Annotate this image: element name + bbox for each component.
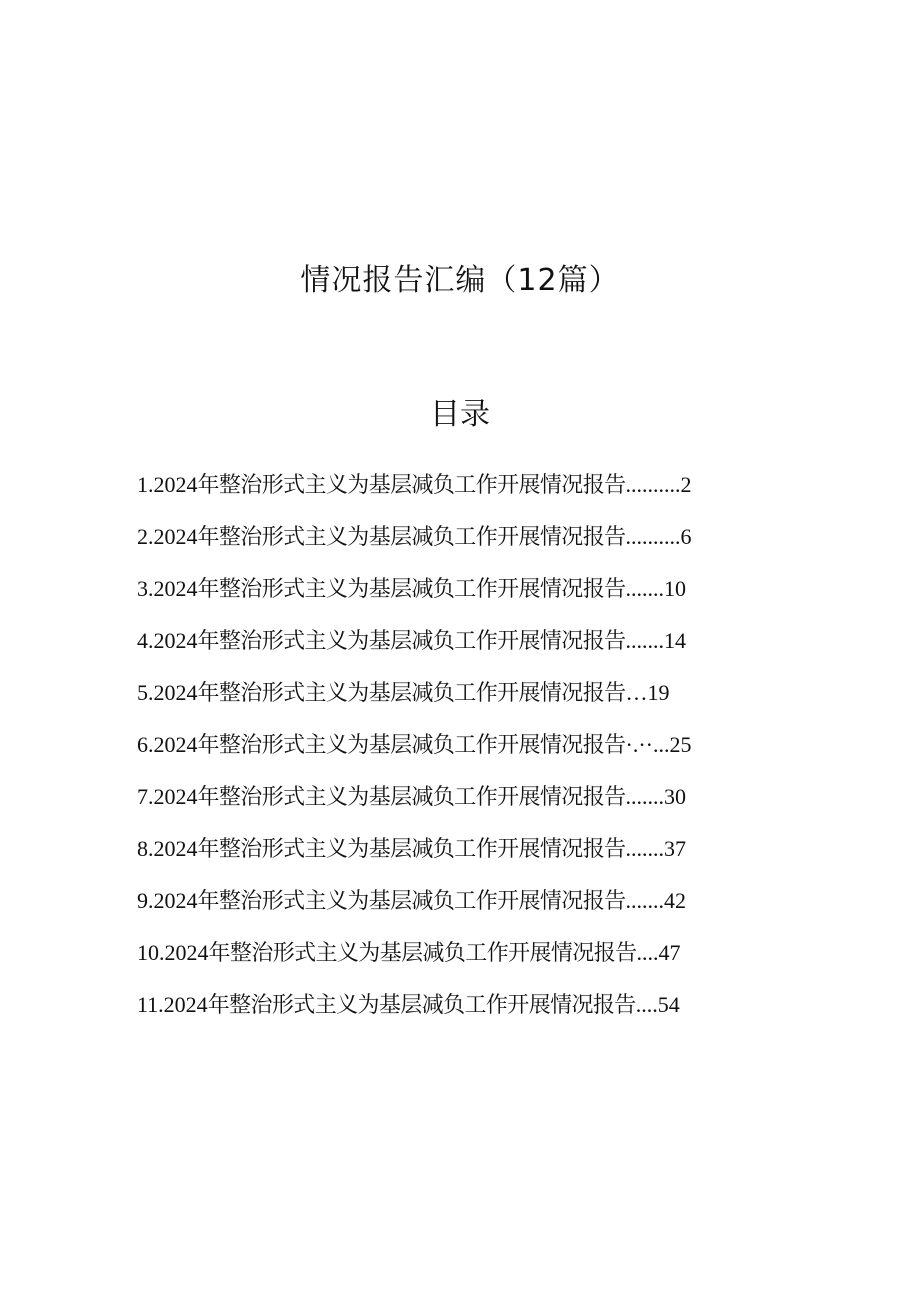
toc-entry-title: 年整治形式主义为基层减负工作开展情况报告 — [208, 941, 637, 966]
toc-entry-title: 年整治形式主义为基层减负工作开展情况报告 — [197, 785, 626, 810]
toc-entry-number: 9.2024 — [137, 888, 198, 913]
toc-list — [137, 466, 837, 1038]
toc-entry-10[interactable] — [137, 934, 837, 986]
toc-entry-6[interactable] — [137, 726, 837, 778]
toc-entry-1[interactable] — [137, 466, 837, 518]
toc-entry-number: 4.2024 — [137, 628, 198, 653]
toc-entry-page: 54 — [657, 992, 680, 1017]
toc-entry-title: 年整治形式主义为基层减负工作开展情况报告 — [197, 889, 626, 914]
toc-entry-leader: ....... — [625, 576, 665, 601]
toc-entry-3[interactable] — [137, 570, 837, 622]
toc-entry-11[interactable] — [137, 986, 837, 1038]
toc-entry-number: 11.2024 — [137, 992, 208, 1017]
toc-entry-leader: .... — [635, 992, 658, 1017]
toc-entry-page: 19 — [647, 680, 670, 705]
toc-entry-page: 30 — [664, 784, 687, 809]
toc-entry-title: 年整治形式主义为基层减负工作开展情况报告 — [197, 525, 626, 550]
toc-entry-leader: ....... — [625, 628, 665, 653]
toc-entry-8[interactable] — [137, 830, 837, 882]
toc-entry-4[interactable] — [137, 622, 837, 674]
toc-entry-number: 1.2024 — [137, 472, 198, 497]
toc-entry-title: 年整治形式主义为基层减负工作开展情况报告 — [197, 629, 626, 654]
toc-entry-number: 7.2024 — [137, 784, 198, 809]
toc-entry-9[interactable] — [137, 882, 837, 934]
toc-entry-2[interactable] — [137, 518, 837, 570]
toc-entry-5[interactable] — [137, 674, 837, 726]
toc-entry-leader: ....... — [625, 784, 665, 809]
toc-entry-title: 年整治形式主义为基层减负工作开展情况报告 — [197, 837, 626, 862]
toc-heading: 目录 — [430, 397, 490, 432]
toc-entry-leader: .... — [636, 940, 659, 965]
toc-entry-title: 年整治形式主义为基层减负工作开展情况报告 — [197, 473, 626, 498]
toc-entry-page: 25 — [669, 732, 692, 757]
toc-entry-page: 2 — [680, 472, 692, 497]
toc-entry-leader: ....... — [625, 836, 665, 861]
toc-entry-number: 5.2024 — [137, 680, 198, 705]
toc-entry-number: 3.2024 — [137, 576, 198, 601]
toc-entry-leader: .......... — [625, 472, 681, 497]
toc-entry-leader: … — [625, 680, 648, 705]
toc-entry-page: 47 — [658, 940, 681, 965]
toc-entry-number: 6.2024 — [137, 732, 198, 757]
toc-entry-title: 年整治形式主义为基层减负工作开展情况报告 — [197, 733, 626, 758]
toc-entry-number: 2.2024 — [137, 524, 198, 549]
toc-entry-number: 10.2024 — [137, 940, 209, 965]
toc-entry-number: 8.2024 — [137, 836, 198, 861]
toc-entry-title: 年整治形式主义为基层减负工作开展情况报告 — [207, 993, 636, 1018]
toc-entry-leader: ....... — [625, 888, 665, 913]
toc-entry-page: 14 — [664, 628, 687, 653]
toc-entry-leader: .......... — [625, 524, 681, 549]
toc-entry-page: 42 — [664, 888, 687, 913]
toc-entry-leader: ·.··... — [625, 732, 670, 757]
toc-entry-title: 年整治形式主义为基层减负工作开展情况报告 — [197, 681, 626, 706]
toc-entry-7[interactable] — [137, 778, 837, 830]
toc-entry-title: 年整治形式主义为基层减负工作开展情况报告 — [197, 577, 626, 602]
toc-entry-page: 37 — [664, 836, 687, 861]
toc-entry-page: 6 — [680, 524, 692, 549]
document-title: 情况报告汇编（12篇） — [300, 263, 620, 298]
toc-entry-page: 10 — [664, 576, 687, 601]
